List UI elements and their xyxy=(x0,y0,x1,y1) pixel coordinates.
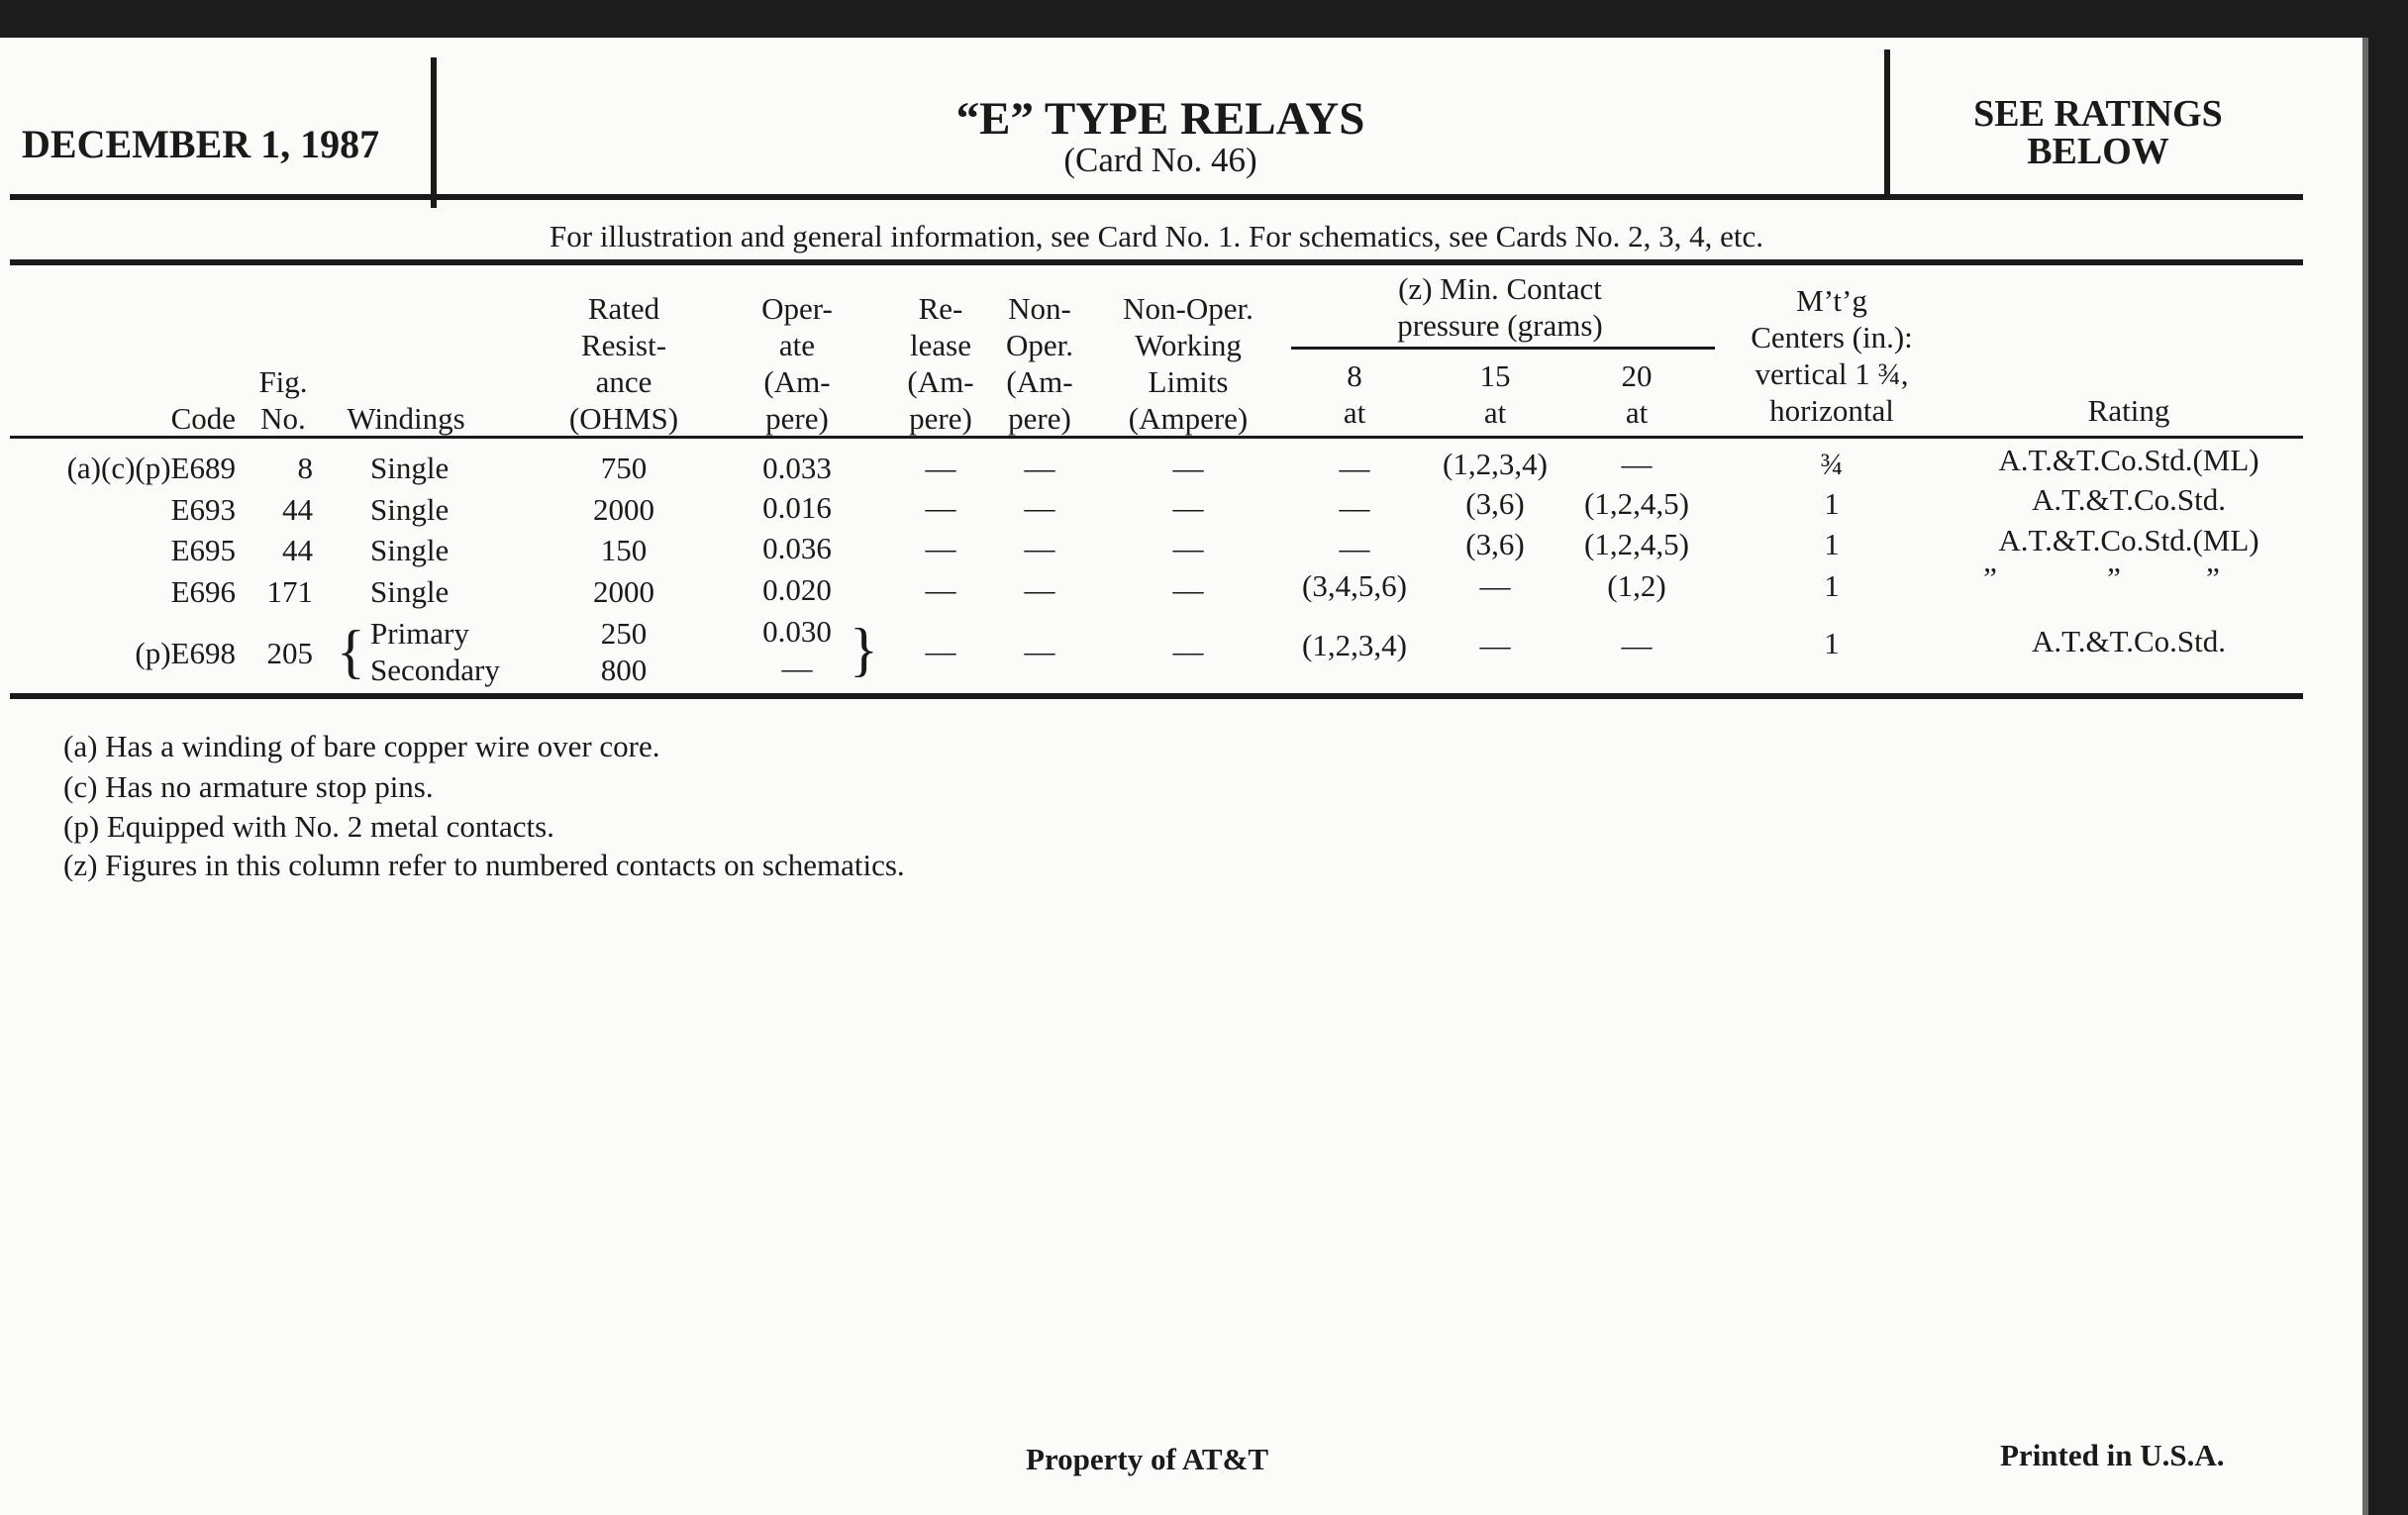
cell-resistance: 2000 xyxy=(593,574,654,609)
cell-rating: A.T.&T.Co.Std. xyxy=(2031,482,2227,517)
cell-nonoper: — xyxy=(1024,451,1055,485)
operate-right-brace: } xyxy=(850,617,878,682)
cell-code: E695 xyxy=(170,533,236,567)
cell-resistance-primary: 250 xyxy=(600,616,648,651)
cell-release: — xyxy=(925,531,956,565)
cell-p8: (1,2,3,4) xyxy=(1302,628,1407,662)
pressure-group-rule xyxy=(1291,347,1715,350)
cell-nonoper: — xyxy=(1024,531,1055,565)
col-header-release: Re- lease (Am- pere) xyxy=(907,291,974,436)
footnote-c: (c) Has no armature stop pins. xyxy=(63,769,434,804)
ratings-note-line2: BELOW xyxy=(2027,131,2169,172)
cell-mtg: 1 xyxy=(1824,626,1840,660)
cell-limits: — xyxy=(1172,572,1204,607)
cell-p8: — xyxy=(1339,451,1370,485)
cell-code: (p)E698 xyxy=(135,636,236,670)
col-header-code: Code xyxy=(170,401,236,436)
cell-nonoper: — xyxy=(1024,490,1055,525)
col-header-pressure-group: (z) Min. Contact pressure (grams) xyxy=(1397,271,1603,343)
cell-p20: (1,2) xyxy=(1607,568,1666,603)
card-edge-shadow xyxy=(2362,38,2368,1515)
footnote-p: (p) Equipped with No. 2 metal contacts. xyxy=(63,809,554,844)
cell-operate: 0.033 xyxy=(762,451,832,485)
cell-limits: — xyxy=(1172,490,1204,525)
cell-mtg: 1 xyxy=(1824,486,1840,521)
col-header-p8: 8 at xyxy=(1343,358,1366,430)
col-header-operate: Oper- ate (Am- pere) xyxy=(761,291,833,436)
cell-windings-secondary: Secondary xyxy=(370,653,500,687)
cell-windings: Single xyxy=(370,492,450,527)
cell-rating-ditto-2: ” xyxy=(2107,560,2121,595)
table-bottom-rule xyxy=(10,693,2303,699)
cell-p15: — xyxy=(1479,628,1511,662)
cell-p20: — xyxy=(1621,447,1653,481)
cell-operate-secondary: — xyxy=(781,651,813,685)
col-header-fig: Fig. No. xyxy=(258,364,308,436)
table-header-rule xyxy=(10,436,2303,439)
col-header-resistance: Rated Resist- ance (OHMS) xyxy=(568,291,679,436)
cell-operate: 0.016 xyxy=(762,490,832,525)
card-title: “E” TYPE RELAYS xyxy=(955,93,1365,145)
cell-operate: 0.020 xyxy=(762,572,832,607)
cell-fig: 205 xyxy=(266,636,313,670)
cell-p15: (1,2,3,4) xyxy=(1443,447,1548,481)
cell-fig: 44 xyxy=(282,533,313,567)
col-header-limits: Non-Oper. Working Limits (Ampere) xyxy=(1123,291,1254,436)
cell-fig: 44 xyxy=(282,492,313,527)
card-date: DECEMBER 1, 1987 xyxy=(22,122,380,166)
cell-rating: A.T.&T.Co.Std.(ML) xyxy=(1998,443,2259,477)
col-header-rating: Rating xyxy=(2087,393,2170,428)
cell-fig: 8 xyxy=(297,451,313,485)
col-header-nonoper: Non- Oper. (Am- pere) xyxy=(1005,291,1073,436)
info-line: For illustration and general information, see Card No. 1. For schematics, see Cards No. 2, 3, 4, etc. xyxy=(550,219,1763,253)
cell-windings: Single xyxy=(370,451,450,485)
cell-resistance: 150 xyxy=(600,533,648,567)
cell-rating-ditto-3: ” xyxy=(2206,560,2220,595)
col-header-p20: 20 at xyxy=(1621,358,1653,430)
footnote-a: (a) Has a winding of bare copper wire over core. xyxy=(63,729,660,763)
cell-limits: — xyxy=(1172,451,1204,485)
cell-resistance-secondary: 800 xyxy=(600,653,648,687)
cell-limits: — xyxy=(1172,634,1204,668)
cell-mtg: 1 xyxy=(1824,527,1840,561)
cell-release: — xyxy=(925,490,956,525)
cell-p20: — xyxy=(1621,628,1653,662)
cell-nonoper: — xyxy=(1024,572,1055,607)
cell-code: E696 xyxy=(170,574,236,609)
cell-rating-ditto-1: ” xyxy=(1983,560,1997,595)
cell-operate-primary: 0.030 xyxy=(762,614,832,649)
cell-resistance: 750 xyxy=(600,451,648,485)
footnote-z: (z) Figures in this column refer to numbered contacts on schematics. xyxy=(63,848,905,882)
footer-property: Property of AT&T xyxy=(1026,1442,1269,1476)
cell-p15: (3,6) xyxy=(1465,486,1525,521)
cell-windings-primary: Primary xyxy=(370,616,469,651)
cell-fig: 171 xyxy=(266,574,313,609)
cell-release: — xyxy=(925,572,956,607)
cell-p20: (1,2,4,5) xyxy=(1584,527,1689,561)
header-rule xyxy=(10,194,2303,200)
table-top-rule xyxy=(10,259,2303,265)
ratings-note-line1: SEE RATINGS xyxy=(1973,93,2223,135)
cell-windings: Single xyxy=(370,533,450,567)
cell-p8: (3,4,5,6) xyxy=(1302,568,1407,603)
cell-p15: — xyxy=(1479,568,1511,603)
cell-resistance: 2000 xyxy=(593,492,654,527)
col-header-p15: 15 at xyxy=(1479,358,1511,430)
windings-left-brace: { xyxy=(337,619,365,684)
cell-limits: — xyxy=(1172,531,1204,565)
cell-mtg: 1 xyxy=(1824,568,1840,603)
cell-code: (a)(c)(p)E689 xyxy=(66,451,236,485)
cell-nonoper: — xyxy=(1024,634,1055,668)
scan-right-border xyxy=(2368,0,2408,1515)
cell-operate: 0.036 xyxy=(762,531,832,565)
cell-p15: (3,6) xyxy=(1465,527,1525,561)
card-number: (Card No. 46) xyxy=(1063,141,1257,179)
cell-p20: (1,2,4,5) xyxy=(1584,486,1689,521)
cell-release: — xyxy=(925,634,956,668)
scan-top-border xyxy=(0,0,2408,38)
footer-printed: Printed in U.S.A. xyxy=(2000,1438,2225,1472)
cell-mtg: ¾ xyxy=(1820,447,1844,481)
cell-release: — xyxy=(925,451,956,485)
col-header-windings: Windings xyxy=(347,401,465,436)
col-header-mtg: M’t’g Centers (in.): vertical 1 ¾, horizontal xyxy=(1751,283,1913,428)
cell-code: E693 xyxy=(170,492,236,527)
cell-rating: A.T.&T.Co.Std. xyxy=(2031,624,2227,658)
cell-windings: Single xyxy=(370,574,450,609)
cell-p8: — xyxy=(1339,490,1370,525)
cell-p8: — xyxy=(1339,531,1370,565)
cell-rating: A.T.&T.Co.Std.(ML) xyxy=(1998,523,2259,557)
